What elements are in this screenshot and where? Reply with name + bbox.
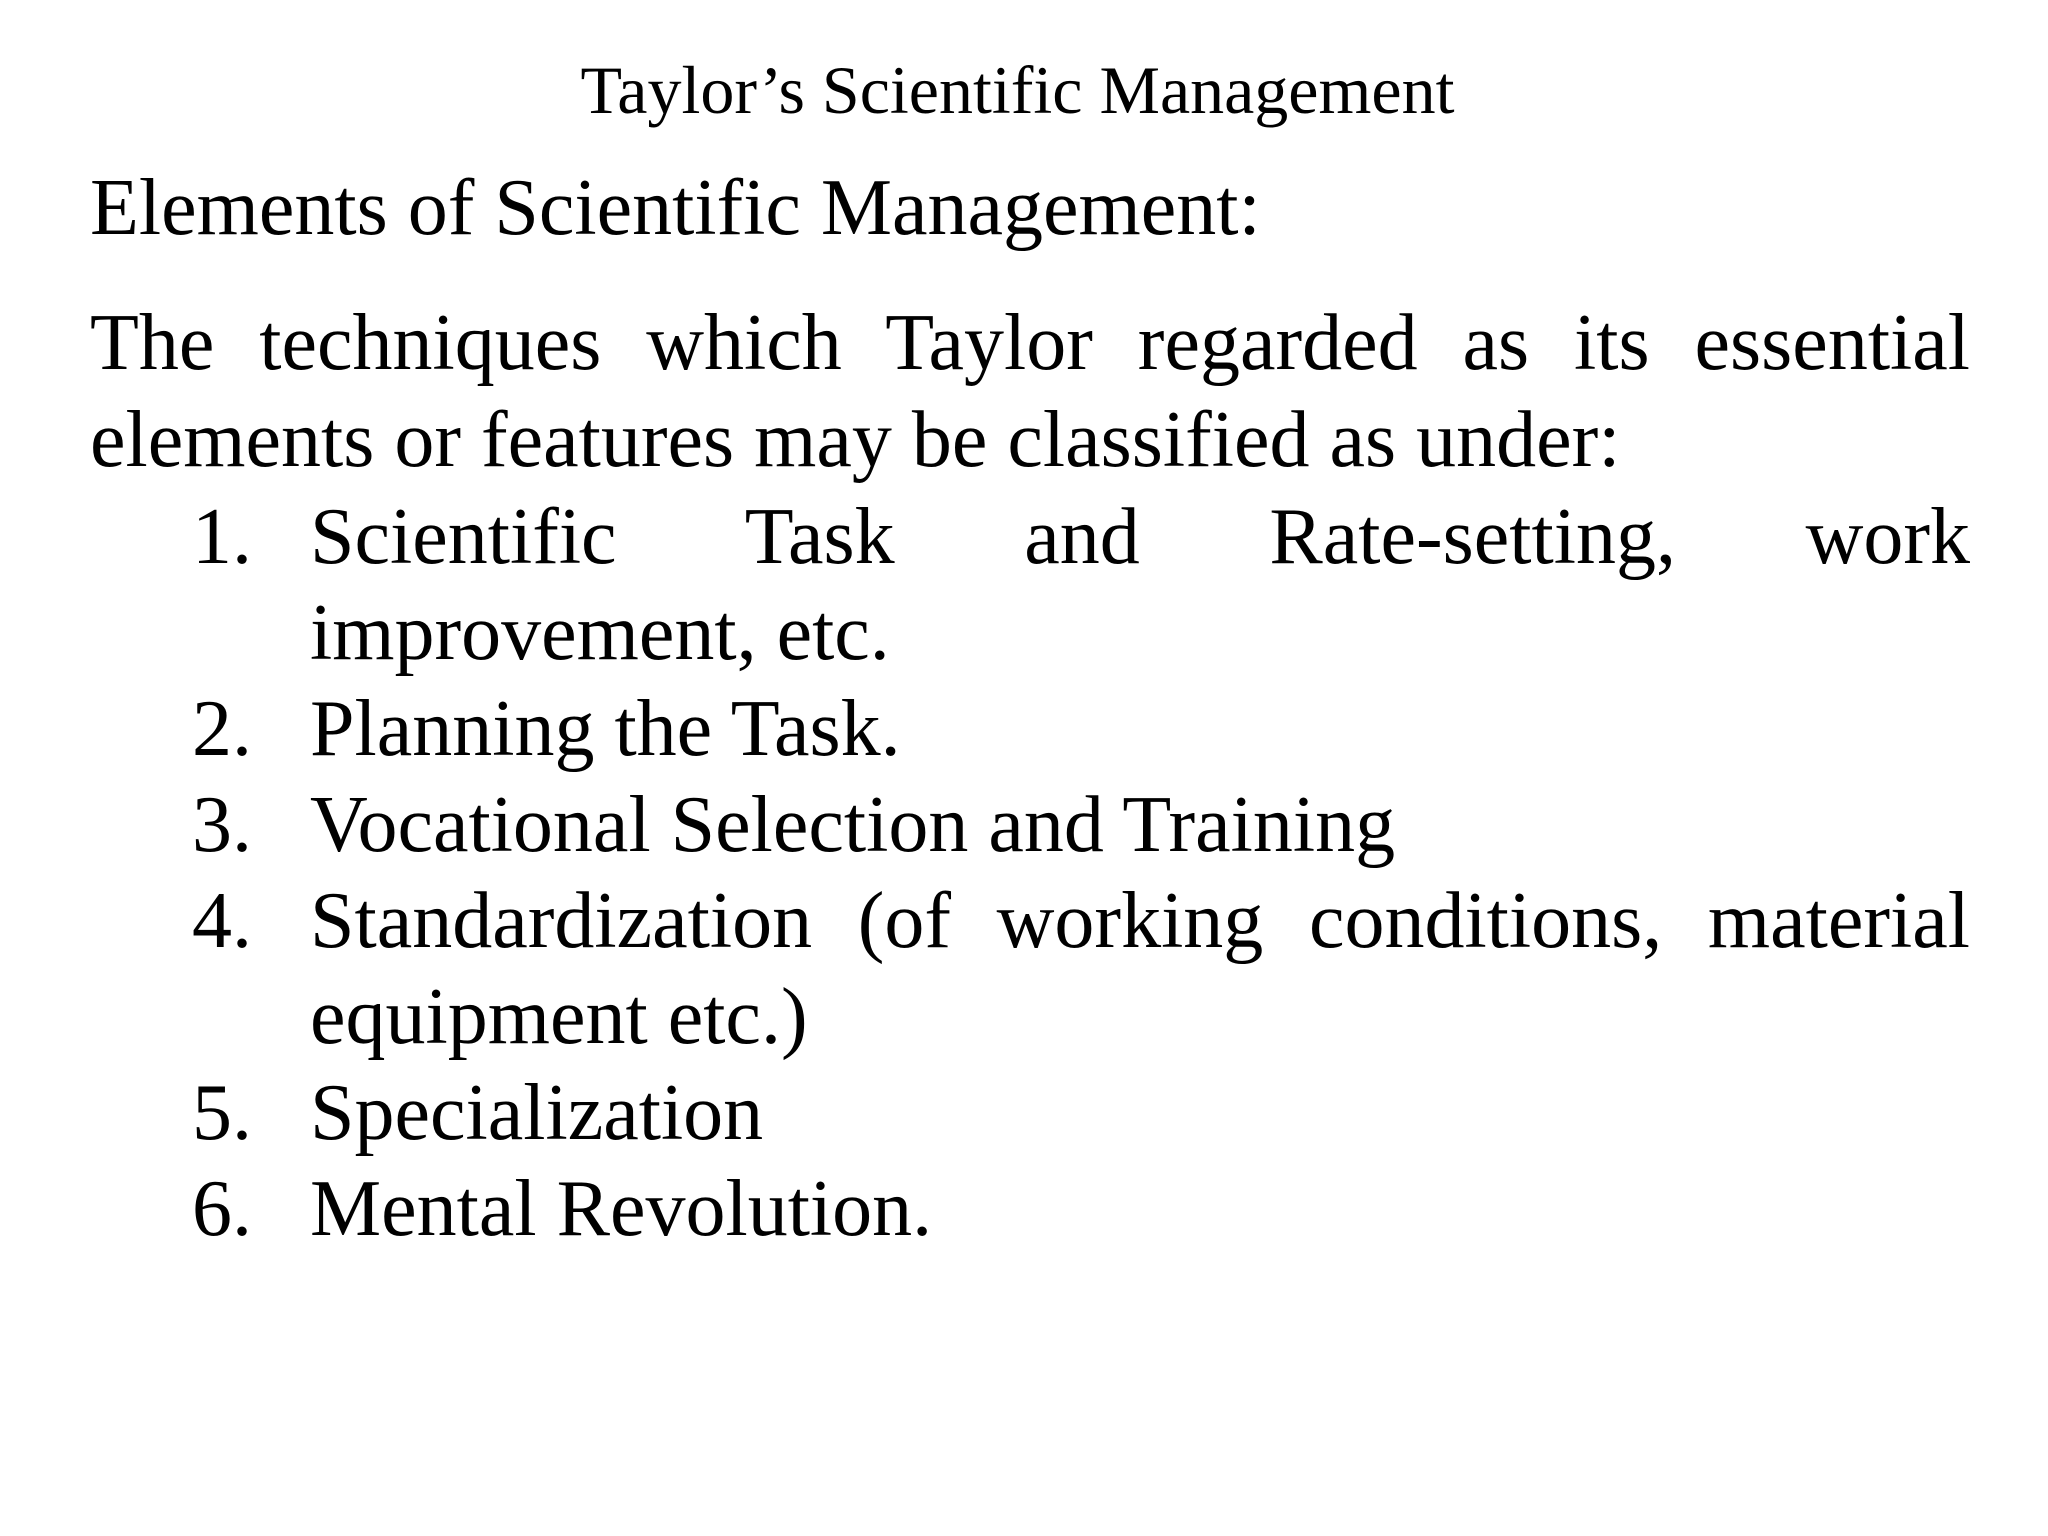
list-item xyxy=(90,777,1970,873)
list-item-text: Planning the Task. xyxy=(310,685,901,773)
list-item-number: 6. xyxy=(192,1165,252,1253)
list-item xyxy=(90,1065,1970,1161)
list-item-number: 2. xyxy=(192,685,252,773)
list-item-text: Vocational Selection and Training xyxy=(310,781,1396,869)
list-item xyxy=(90,681,1970,777)
list-item-number: 5. xyxy=(192,1069,252,1157)
slide-content xyxy=(90,160,1970,1257)
section-heading: Elements of Scientific Management: xyxy=(90,164,1261,252)
list-item-number: 1. xyxy=(192,493,252,581)
list-item-text: Mental Revolution. xyxy=(310,1165,933,1253)
list-item xyxy=(90,1161,1970,1257)
list-item xyxy=(90,489,1970,681)
list-item xyxy=(90,873,1970,1065)
list-item-text: Scientific Task and Rate-setting, work improvement, etc. xyxy=(310,493,1970,677)
list-item-number: 4. xyxy=(192,877,252,965)
elements-list xyxy=(90,489,1970,1257)
list-item-text: Specialization xyxy=(310,1069,764,1157)
list-item-number: 3. xyxy=(192,781,252,869)
intro-paragraph: The techniques which Taylor regarded as its essential elements or features may be classified as under: xyxy=(90,299,1970,484)
slide-title: Taylor’s Scientific Management xyxy=(580,52,1455,128)
list-item-text: Standardization (of working conditions, material equipment etc.) xyxy=(310,877,1970,1061)
